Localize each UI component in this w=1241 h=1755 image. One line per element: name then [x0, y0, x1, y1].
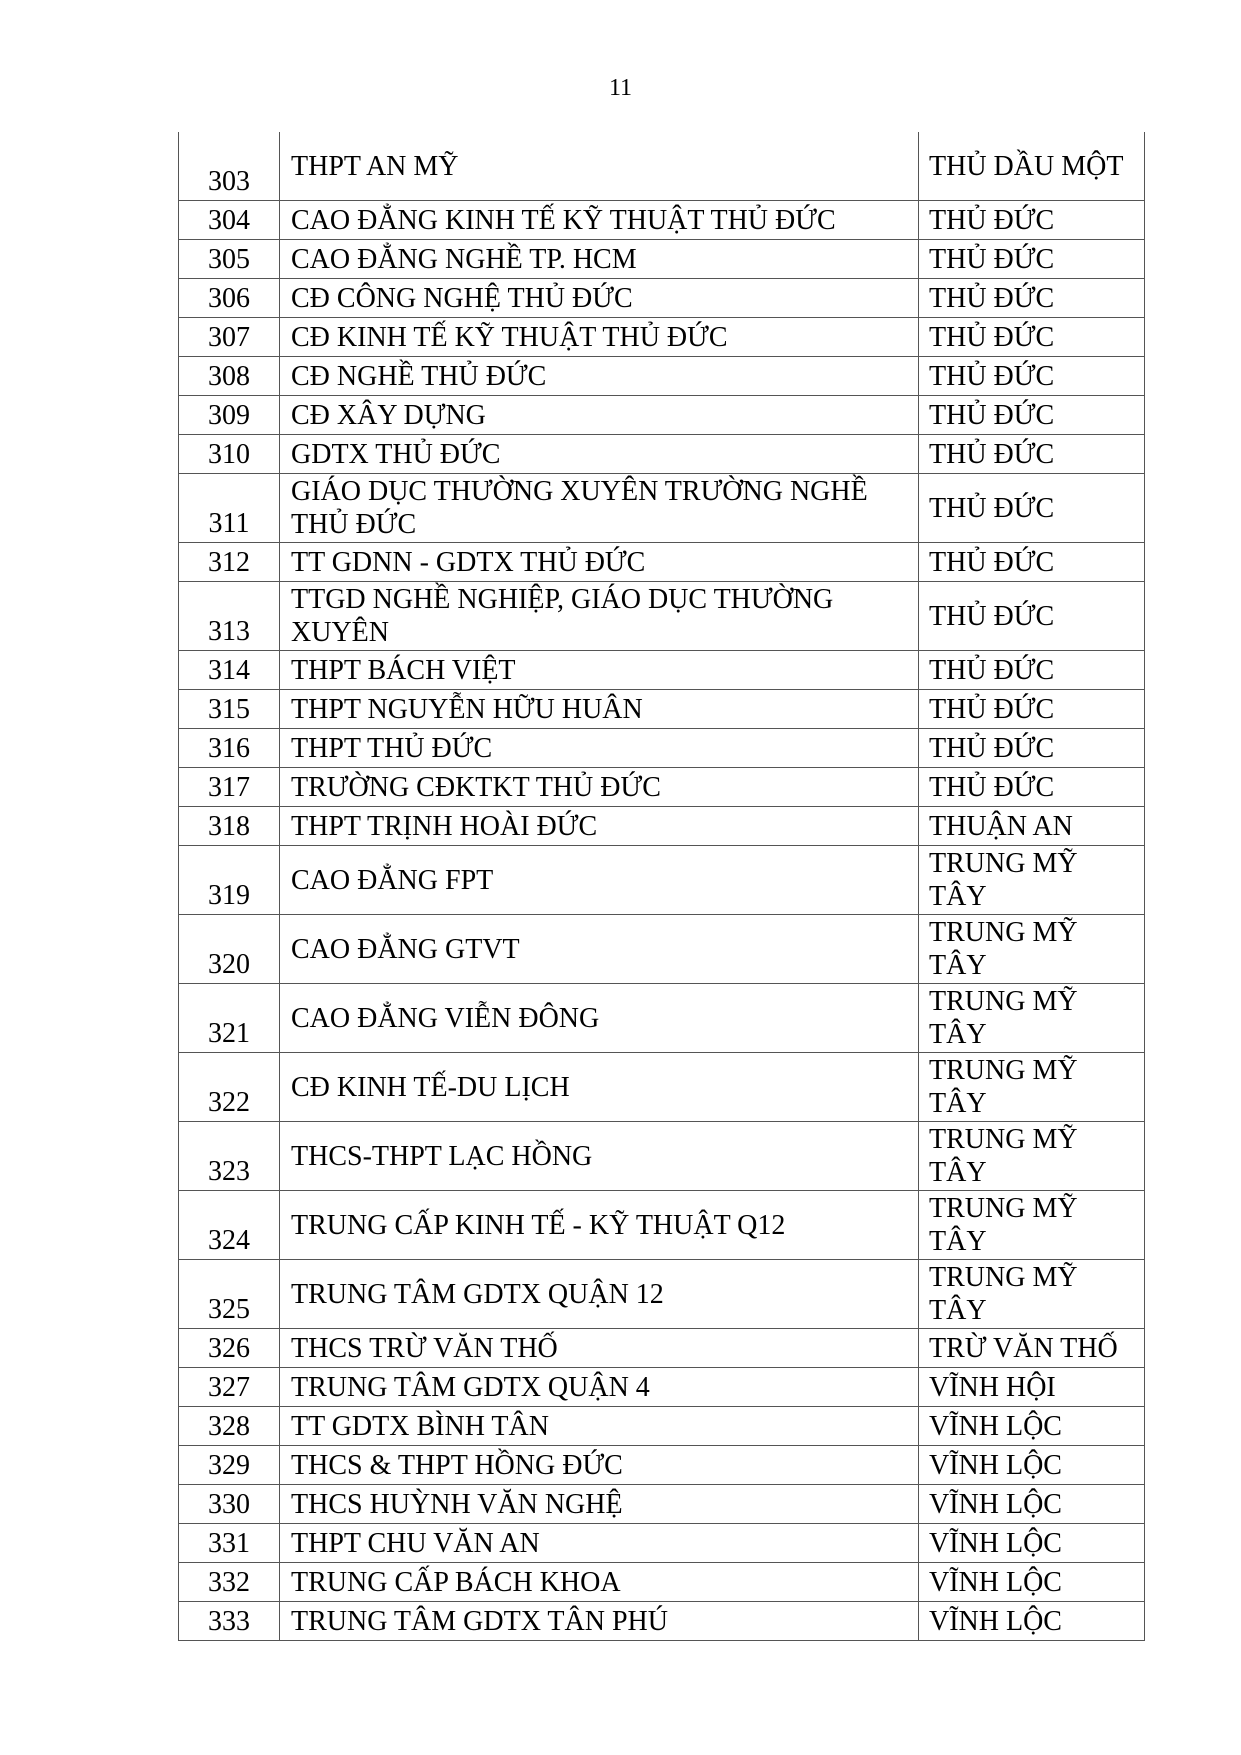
school-name-cell: TRUNG CẤP KINH TẾ - KỸ THUẬT Q12 — [280, 1191, 919, 1260]
row-number-cell: 333 — [179, 1602, 280, 1641]
table-row — [179, 651, 1145, 690]
area-cell: TRUNG MỸ TÂY — [919, 1191, 1145, 1260]
table-row — [179, 1329, 1145, 1368]
row-number-cell: 306 — [179, 279, 280, 318]
row-number-cell: 327 — [179, 1368, 280, 1407]
table-row — [179, 1260, 1145, 1329]
school-name-cell: TT GDNN - GDTX THỦ ĐỨC — [280, 543, 919, 582]
area-cell: THỦ ĐỨC — [919, 729, 1145, 768]
table-row — [179, 915, 1145, 984]
row-number-cell: 320 — [179, 915, 280, 984]
school-name-cell: THPT BÁCH VIỆT — [280, 651, 919, 690]
row-number-cell: 325 — [179, 1260, 280, 1329]
row-number-cell: 328 — [179, 1407, 280, 1446]
table-row — [179, 768, 1145, 807]
row-number-cell: 314 — [179, 651, 280, 690]
school-name-cell: THCS TRỪ VĂN THỐ — [280, 1329, 919, 1368]
row-number-cell: 312 — [179, 543, 280, 582]
table-row — [179, 1524, 1145, 1563]
table-row — [179, 1563, 1145, 1602]
school-name-cell: THPT NGUYỄN HỮU HUÂN — [280, 690, 919, 729]
school-name-cell: THCS HUỲNH VĂN NGHỆ — [280, 1485, 919, 1524]
table-row — [179, 435, 1145, 474]
area-cell: THUẬN AN — [919, 807, 1145, 846]
table-row — [179, 582, 1145, 651]
row-number-cell: 310 — [179, 435, 280, 474]
school-name-cell: CAO ĐẲNG FPT — [280, 846, 919, 915]
school-name-cell: CĐ KINH TẾ-DU LỊCH — [280, 1053, 919, 1122]
area-cell: THỦ ĐỨC — [919, 543, 1145, 582]
school-name-cell: CAO ĐẲNG KINH TẾ KỸ THUẬT THỦ ĐỨC — [280, 201, 919, 240]
area-cell: THỦ ĐỨC — [919, 201, 1145, 240]
area-cell: TRUNG MỸ TÂY — [919, 846, 1145, 915]
row-number-cell: 330 — [179, 1485, 280, 1524]
school-name-cell: GDTX THỦ ĐỨC — [280, 435, 919, 474]
table-row — [179, 132, 1145, 201]
area-cell: TRUNG MỸ TÂY — [919, 915, 1145, 984]
area-cell: THỦ ĐỨC — [919, 651, 1145, 690]
area-cell: TRUNG MỸ TÂY — [919, 1122, 1145, 1191]
row-number-cell: 309 — [179, 396, 280, 435]
table-row — [179, 396, 1145, 435]
row-number-cell: 313 — [179, 582, 280, 651]
school-name-cell: CAO ĐẲNG VIỄN ĐÔNG — [280, 984, 919, 1053]
row-number-cell: 322 — [179, 1053, 280, 1122]
school-name-cell: CAO ĐẲNG GTVT — [280, 915, 919, 984]
table-row — [179, 1122, 1145, 1191]
area-cell: THỦ ĐỨC — [919, 690, 1145, 729]
school-name-cell: CĐ CÔNG NGHỆ THỦ ĐỨC — [280, 279, 919, 318]
table-row — [179, 279, 1145, 318]
area-cell: THỦ ĐỨC — [919, 240, 1145, 279]
row-number-cell: 319 — [179, 846, 280, 915]
school-name-cell: TTGD NGHỀ NGHIỆP, GIÁO DỤC THƯỜNG XUYÊN — [280, 582, 919, 651]
row-number-cell: 323 — [179, 1122, 280, 1191]
area-cell: VĨNH LỘC — [919, 1563, 1145, 1602]
area-cell: VĨNH HỘI — [919, 1368, 1145, 1407]
table-row — [179, 984, 1145, 1053]
school-name-cell: CĐ XÂY DỰNG — [280, 396, 919, 435]
table-row — [179, 1602, 1145, 1641]
school-name-cell: TRUNG TÂM GDTX QUẬN 12 — [280, 1260, 919, 1329]
table-body — [179, 132, 1145, 1641]
table-row — [179, 543, 1145, 582]
area-cell: VĨNH LỘC — [919, 1407, 1145, 1446]
table-row — [179, 1446, 1145, 1485]
row-number-cell: 331 — [179, 1524, 280, 1563]
area-cell: THỦ ĐỨC — [919, 582, 1145, 651]
table-row — [179, 474, 1145, 543]
row-number-cell: 307 — [179, 318, 280, 357]
row-number-cell: 317 — [179, 768, 280, 807]
area-cell: VĨNH LỘC — [919, 1602, 1145, 1641]
row-number-cell: 326 — [179, 1329, 280, 1368]
table-row — [179, 1485, 1145, 1524]
row-number-cell: 305 — [179, 240, 280, 279]
row-number-cell: 329 — [179, 1446, 280, 1485]
table-row — [179, 240, 1145, 279]
area-cell: THỦ ĐỨC — [919, 396, 1145, 435]
area-cell: VĨNH LỘC — [919, 1446, 1145, 1485]
school-name-cell: TT GDTX BÌNH TÂN — [280, 1407, 919, 1446]
area-cell: TRUNG MỸ TÂY — [919, 1260, 1145, 1329]
area-cell: THỦ DẦU MỘT — [919, 132, 1145, 201]
area-cell: THỦ ĐỨC — [919, 435, 1145, 474]
row-number-cell: 315 — [179, 690, 280, 729]
school-name-cell: GIÁO DỤC THƯỜNG XUYÊN TRƯỜNG NGHỀ THỦ ĐỨC — [280, 474, 919, 543]
school-name-cell: THPT AN MỸ — [280, 132, 919, 201]
school-name-cell: TRUNG TÂM GDTX TÂN PHÚ — [280, 1602, 919, 1641]
table-row — [179, 1053, 1145, 1122]
school-name-cell: CAO ĐẲNG NGHỀ TP. HCM — [280, 240, 919, 279]
area-cell: VĨNH LỘC — [919, 1485, 1145, 1524]
row-number-cell: 316 — [179, 729, 280, 768]
row-number-cell: 304 — [179, 201, 280, 240]
table-row — [179, 846, 1145, 915]
area-cell: THỦ ĐỨC — [919, 768, 1145, 807]
area-cell: TRUNG MỸ TÂY — [919, 984, 1145, 1053]
school-name-cell: TRUNG TÂM GDTX QUẬN 4 — [280, 1368, 919, 1407]
row-number-cell: 324 — [179, 1191, 280, 1260]
school-name-cell: CĐ KINH TẾ KỸ THUẬT THỦ ĐỨC — [280, 318, 919, 357]
school-name-cell: TRƯỜNG CĐKTKT THỦ ĐỨC — [280, 768, 919, 807]
page-number: 11 — [608, 75, 633, 101]
row-number-cell: 308 — [179, 357, 280, 396]
school-name-cell: CĐ NGHỀ THỦ ĐỨC — [280, 357, 919, 396]
area-cell: THỦ ĐỨC — [919, 279, 1145, 318]
area-cell: THỦ ĐỨC — [919, 357, 1145, 396]
school-table — [178, 132, 1145, 1641]
row-number-cell: 318 — [179, 807, 280, 846]
area-cell: TRỪ VĂN THỐ — [919, 1329, 1145, 1368]
area-cell: THỦ ĐỨC — [919, 318, 1145, 357]
row-number-cell: 321 — [179, 984, 280, 1053]
table-row — [179, 1407, 1145, 1446]
row-number-cell: 311 — [179, 474, 280, 543]
area-cell: VĨNH LỘC — [919, 1524, 1145, 1563]
row-number-cell: 303 — [179, 132, 280, 201]
school-name-cell: THPT CHU VĂN AN — [280, 1524, 919, 1563]
area-cell: TRUNG MỸ TÂY — [919, 1053, 1145, 1122]
table-row — [179, 357, 1145, 396]
table-row — [179, 201, 1145, 240]
school-name-cell: THPT THỦ ĐỨC — [280, 729, 919, 768]
table-row — [179, 690, 1145, 729]
school-name-cell: THCS & THPT HỒNG ĐỨC — [280, 1446, 919, 1485]
table-row — [179, 1368, 1145, 1407]
school-name-cell: THPT TRỊNH HOÀI ĐỨC — [280, 807, 919, 846]
school-name-cell: THCS-THPT LẠC HỒNG — [280, 1122, 919, 1191]
table-row — [179, 1191, 1145, 1260]
table-row — [179, 807, 1145, 846]
area-cell: THỦ ĐỨC — [919, 474, 1145, 543]
table-row — [179, 729, 1145, 768]
row-number-cell: 332 — [179, 1563, 280, 1602]
table-row — [179, 318, 1145, 357]
school-name-cell: TRUNG CẤP BÁCH KHOA — [280, 1563, 919, 1602]
